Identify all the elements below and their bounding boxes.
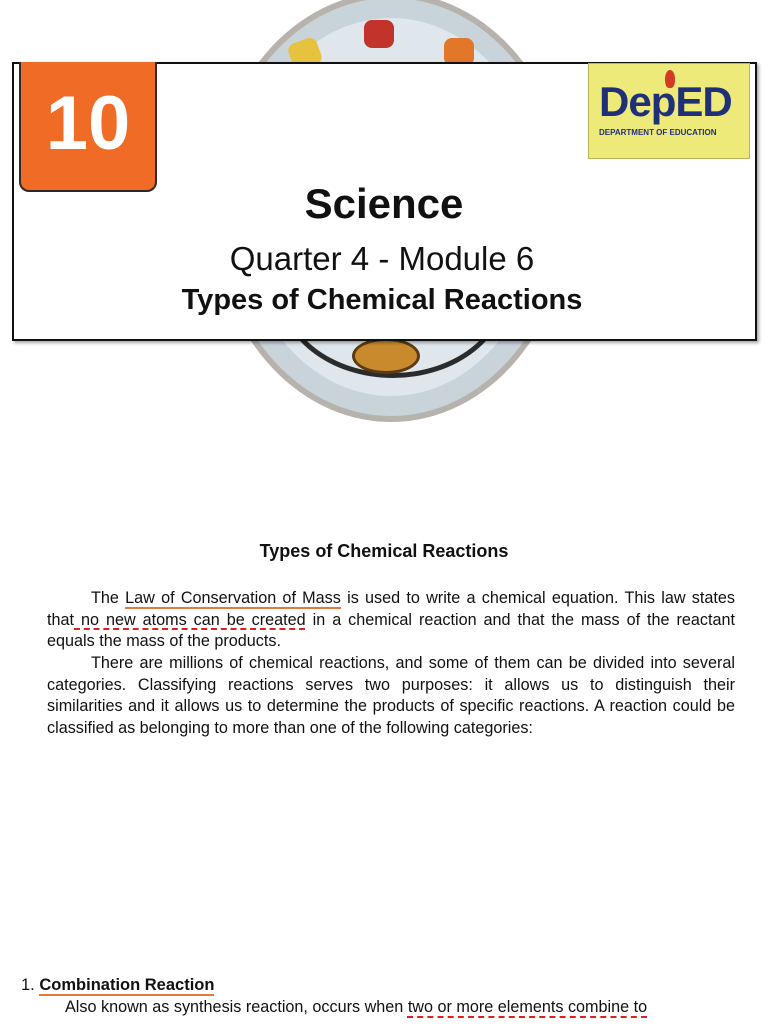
paragraph-combination — [47, 997, 735, 1019]
highlight-no-new-atoms: no new atoms can be created — [74, 610, 306, 629]
deped-logo — [588, 63, 750, 159]
p1-tail: in a chemical reaction and that the mass of the reactant equals the mass of the products. — [47, 610, 735, 651]
deped-logo-text: DepED — [599, 78, 732, 125]
item-title: Combination Reaction — [39, 976, 215, 994]
grade-badge: 10 — [19, 62, 157, 192]
item-number: 1. — [21, 976, 40, 994]
paragraph-reaction-categories — [47, 653, 735, 740]
deped-logo-subtitle: DEPARTMENT OF EDUCATION — [599, 128, 717, 137]
module-title: Types of Chemical Reactions — [181, 284, 583, 316]
section-heading: Types of Chemical Reactions — [259, 541, 509, 561]
subject-title: Science — [304, 180, 464, 227]
p2-text: There are millions of chemical reactions, and some of them can be divided into several categories. Classifying reactions serves two purposes: it allows us to distinguish their similarities and it allows us to determine the products of specific reactions. A reaction could be classified as belonging to more than one of the following categories: — [47, 654, 735, 738]
p1-lead: The — [91, 589, 126, 607]
p1-mid: is used to write a chemical equation. This law states that — [47, 589, 735, 629]
highlight-two-or-more: two or more elements combine to — [407, 998, 648, 1016]
seal-icon — [352, 338, 420, 374]
p3-lead: Also known as synthesis reaction, occurs when — [65, 998, 408, 1016]
quarter-module: Quarter 4 - Module 6 — [229, 240, 535, 277]
item-combination-reaction — [21, 976, 214, 995]
term-conservation-of-mass: Law of Conservation of Mass — [125, 589, 341, 607]
gear-icon — [364, 20, 394, 48]
paragraph-conservation-law — [47, 588, 735, 653]
